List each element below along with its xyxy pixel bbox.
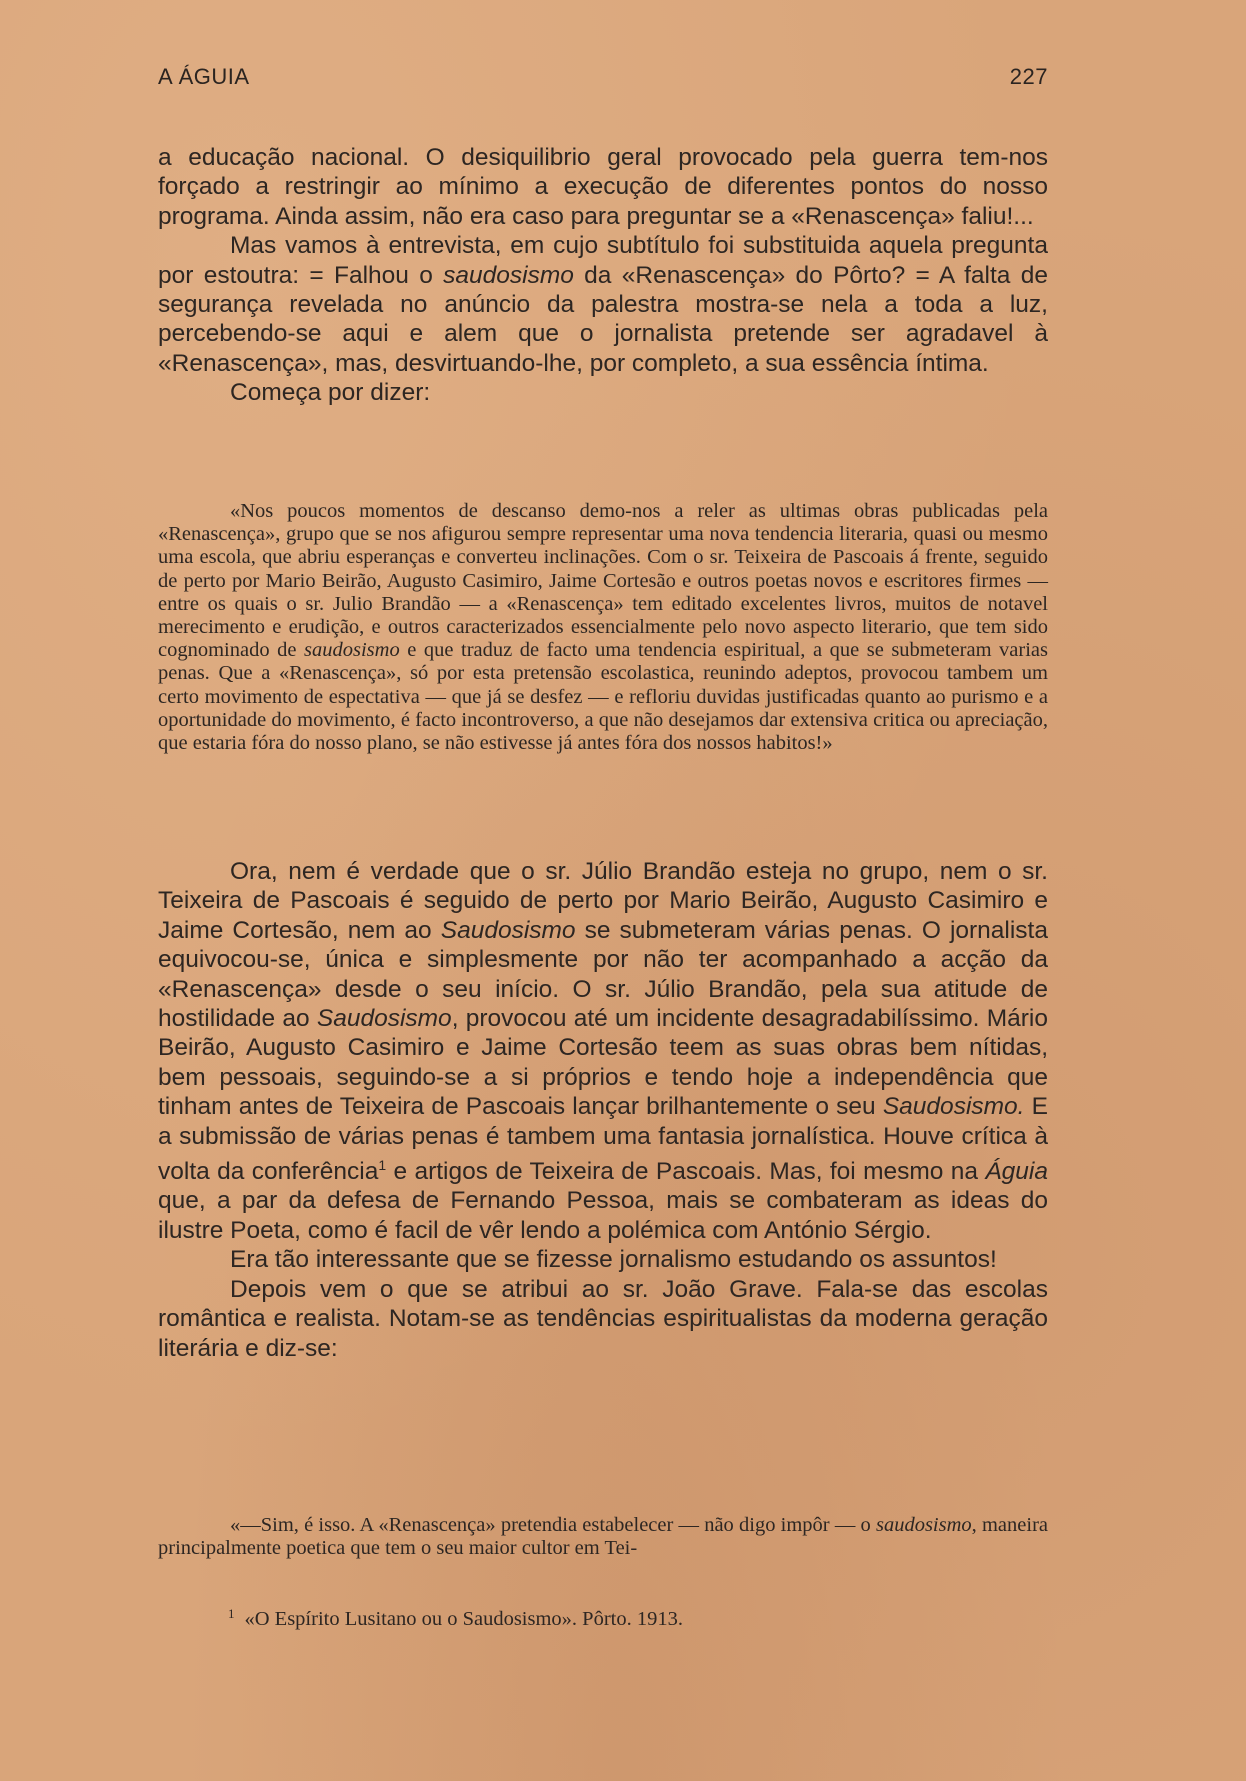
paragraph: Depois vem o que se atribui ao sr. João Grave. Fala-se das escolas romântica e realista. Notam-se as tendências espiritualistas da moderna geração literária e diz-se: <box>158 1275 1048 1362</box>
italic-term: saudosismo <box>304 639 400 662</box>
paragraph: Era tão interessante que se fizesse jornalismo estudando os assuntos! <box>230 1246 997 1274</box>
paragraph: a educação nacional. O desiquilibrio geral provocado pela guerra tem-nos forçado a restringir ao mínimo a execução de diferentes pontos do nosso programa. Ainda assim, não era caso para preguntar se a «Renascença» faliu!... <box>158 144 1048 230</box>
text-run: , provocou até um incidente desagradabilíssimo. Mário Beirão, Augusto Casimiro e Jaime Cortesão teem as suas obras bem nítidas, bem pessoais, seguindo-se a si próprios e tendo hoje a independência que tinham antes de Teixeira de Pascoais lançar brilhantemente o seu <box>158 1005 1048 1121</box>
text-run: se submeteram várias penas. O jornalista equivocou-se, única e simplesmente por não ter acompanhado a acção da «Renascença» desde o seu início. O sr. Júlio Brandão, pela sua atitude de hostilidade ao <box>158 916 1048 1033</box>
paragraph: Começa por dizer: <box>230 379 431 407</box>
footnote-marker: 1 <box>228 1606 235 1621</box>
italic-term: Saudosismo. <box>882 1093 1025 1121</box>
text-run: que, a par da defesa de Fernando Pessoa, mais se combateram as ideas do ilustre Poeta, como é facil de vêr lendo a polémica com António Sérgio. <box>158 1187 1048 1244</box>
running-head <box>158 64 1048 94</box>
paragraph <box>158 231 1048 378</box>
italic-term: Saudosismo <box>440 916 576 944</box>
text-run: e artigos de Teixeira de Pascoais. Mas, foi mesmo na <box>386 1158 986 1186</box>
italic-term: Águia <box>985 1158 1049 1186</box>
text-run: E a submissão de várias penas é tambem uma fantasia jornalística. Houve crítica à volta da conferência <box>158 1093 1048 1186</box>
paragraph <box>158 857 1048 1245</box>
block-quote-1 <box>158 500 1048 755</box>
page-number: 227 <box>1009 64 1048 89</box>
block-quote-2 <box>158 1514 1048 1560</box>
footnote <box>228 1602 1048 1631</box>
quote-paragraph <box>158 1514 1048 1560</box>
text-run: e que traduz de facto uma tendencia espiritual, a que se submeteram varias penas. Que a «Renascença», só por esta pretensão escolastica, reunindo adeptos, provocou tambem um certo movimento de espectativa — que já se desfez — e refloriu duvidas justificadas quanto ao purismo e a oportunidade do movimento, é facto incontroverso, a que não desejamos dar extensiva critica ou apreciação, que estaria fóra do nosso plano, se não estivesse já antes fóra dos nossos habitos!» <box>158 639 1048 755</box>
footnote-text: «O Espírito Lusitano ou o Saudosismo». Pôrto. 1913. <box>244 1608 683 1630</box>
text-run: Ora, nem é verdade que o sr. Júlio Brandão esteja no grupo, nem o sr. Teixeira de Pascoais é seguido de perto por Mario Beirão, Augusto Casimiro e Jaime Cortesão, nem ao <box>158 858 1048 944</box>
italic-term: Saudosismo <box>316 1005 452 1033</box>
journal-title: A ÁGUIA <box>158 64 250 89</box>
text-run: «Nos poucos momentos de descanso demo-nos a reler as ultimas obras publicadas pela «Renascença», grupo que se nos afigurou sempre representar uma nova tendencia literaria, quasi ou mesmo uma escola, que abriu esperanças e converteu inclinações. Com o sr. Teixeira de Pascoais á frente, seguido de perto por Mario Beirão, Augusto Casimiro, Jaime Cortesão e outros poetas novos e escritores firmes — entre os quais o sr. Julio Brandão — a «Renascença» tem editado excelentes livros, muitos de notavel merecimento e erudição, e outros caracterizados essencialmente pelo novo aspecto literario, que tem sido cognominado de <box>158 500 1048 662</box>
body-block-1 <box>158 143 1048 408</box>
text-run: Mas vamos à entrevista, em cujo subtítulo foi substituida aquela pregunta por estoutra: = Falhou o <box>158 232 1048 289</box>
body-block-2 <box>158 857 1048 1363</box>
text-run: «—Sim, é isso. A «Renascença» pretendia estabelecer — não digo impôr — o <box>230 1514 876 1536</box>
italic-term: saudosismo <box>875 1514 972 1536</box>
quote-paragraph <box>158 500 1048 755</box>
text-run: , maneira principalmente poetica que tem o seu maior cultor em Tei- <box>158 1514 1048 1560</box>
text-run: da «Renascença» do Pôrto? = A falta de segurança revelada no anúncio da palestra mostra-se nela a toda a luz, percebendo-se aqui e alem que o jornalista pretende ser agradavel à «Renascença», mas, desvirtuando-lhe, por completo, a sua essência íntima. <box>158 261 1048 377</box>
footnote-ref: 1 <box>378 1157 387 1174</box>
italic-term: saudosismo <box>443 261 574 289</box>
